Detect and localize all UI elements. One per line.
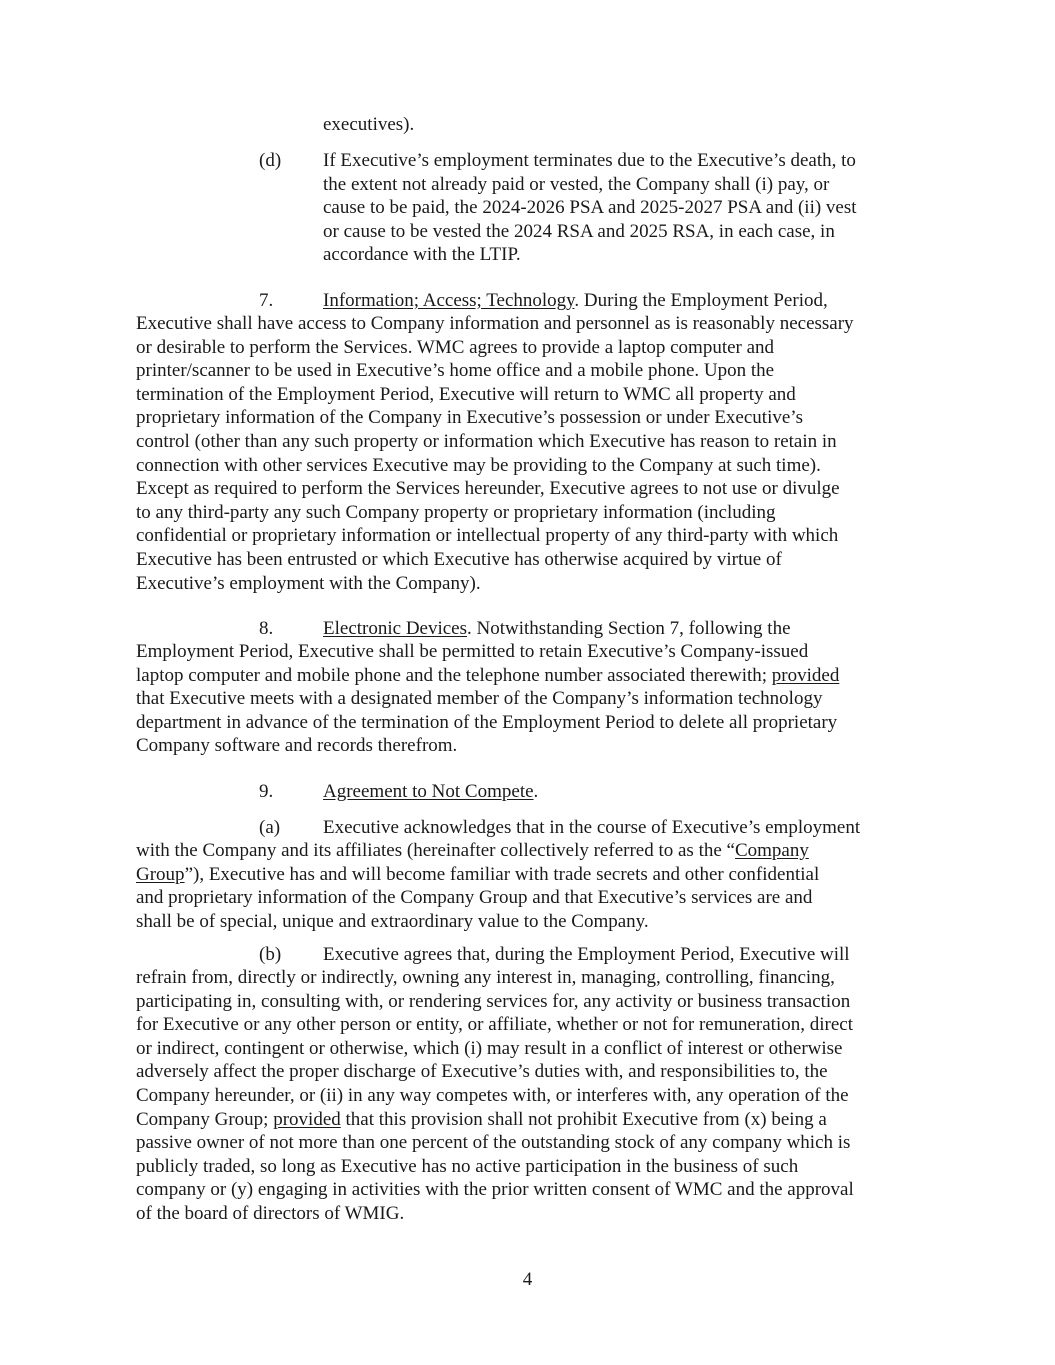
section-8-heading-line [323,617,791,641]
section-7-line: Except as required to perform the Services hereunder, Executive agrees to not use or divulge [136,478,840,500]
section-7-line: confidential or proprietary information or intellectual property of any third-party with which [136,525,839,547]
section-7-heading-line [323,289,828,313]
section-7-line: to any third-party any such Company property or proprietary information (including [136,501,776,523]
section-7-line: Executive’s employment with the Company). [136,572,481,594]
item-a-line: shall be of special, unique and extraordinary value to the Company. [136,910,649,932]
item-a-defined-term-cont: Group [136,863,185,885]
item-b-body [136,966,926,1226]
section-7-line: termination of the Employment Period, Executive will return to WMC all property and [136,383,796,405]
continuation-text: executives). [323,114,415,135]
section-8-line: Employment Period, Executive shall be permitted to retain Executive’s Company-issued [136,641,809,662]
section-7-line: Executive shall have access to Company information and personnel as is reasonably necessary [136,313,854,334]
item-d-body [323,149,923,267]
item-a-label: (a) [259,817,281,838]
section-7-first-line-rest: . During the Employment Period, [574,290,828,311]
item-b-line: refrain from, directly or indirectly, owning any interest in, managing, controlling, financing, [136,967,835,988]
item-b-line [136,1108,926,1132]
item-a-defined-term: Company [734,840,809,861]
section-7-line: control (other than any such property or information which Executive has reason to retain in [136,430,837,452]
item-b-line: of the board of directors of WMIG. [136,1202,405,1224]
item-d-line: accordance with the LTIP. [323,244,521,266]
item-b-line1: Executive agrees that, during the Employment Period, Executive will [323,944,850,965]
section-8-number: 8. [259,618,274,639]
item-b-line: adversely affect the proper discharge of Executive’s duties with, and responsibilities to, the [136,1061,828,1083]
section-8-line: Company software and records therefrom. [136,735,458,757]
item-d-line: the extent not already paid or vested, the Company shall (i) pay, or [323,173,830,195]
section-8-body [136,640,926,758]
section-7-heading: Information; Access; Technology [323,290,575,311]
item-a-body [136,839,926,933]
item-a-line1: Executive acknowledges that in the course of Executive’s employment [323,817,861,838]
section-9-heading-end: . [533,781,539,802]
section-7-line: proprietary information of the Company in Executive’s possession or under Executive’s [136,407,803,429]
item-d-line: cause to be paid, the 2024-2026 PSA and 2025-2027 PSA and (ii) vest [323,197,857,219]
item-b-provided: provided [273,1108,341,1130]
item-a-line2-pre: with the Company and its affiliates (hereinafter collectively referred to as the “ [136,840,735,861]
section-7-line: or desirable to perform the Services. WMC agrees to provide a laptop computer and [136,336,775,358]
item-b-line: company or (y) engaging in activities with the prior written consent of WMC and the approval [136,1179,854,1201]
section-8-line: that Executive meets with a designated member of the Company’s information technology [136,688,823,710]
section-8-heading: Electronic Devices [323,618,468,639]
section-7-number: 7. [259,290,274,311]
item-b-line8-rest: that this provision shall not prohibit Executive from (x) being a [340,1108,827,1130]
section-7-line: Executive has been entrusted or which Executive has otherwise acquired by virtue of [136,548,782,570]
section-9-number: 9. [259,781,274,802]
item-a-line: and proprietary information of the Company Group and that Executive’s services are and [136,887,813,909]
section-9-heading: Agreement to Not Compete [323,781,534,802]
item-b-line: publicly traded, so long as Executive has no active participation in the business of such [136,1155,799,1177]
item-d-label: (d) [259,150,282,171]
section-8-provided: provided [771,664,840,686]
item-b-line: or indirect, contingent or otherwise, which (i) may result in a conflict of interest or otherwise [136,1037,843,1059]
section-8-first-line-rest: . Notwithstanding Section 7, following the [467,618,791,639]
item-b-line: Company hereunder, or (ii) in any way competes with, or interferes with, any operation of the [136,1084,849,1106]
item-d-line: or cause to be vested the 2024 RSA and 2025 RSA, in each case, in [323,220,835,242]
section-8-line [136,664,926,688]
item-b-line: for Executive or any other person or entity, or affiliate, whether or not for remuneration, direct [136,1014,853,1036]
section-9-heading-line [323,780,538,804]
item-b-line: participating in, consulting with, or rendering services for, any activity or business transaction [136,990,851,1012]
item-d-line: If Executive’s employment terminates due to the Executive’s death, to [323,150,856,171]
page-number: 4 [522,1269,533,1290]
section-7-line: printer/scanner to be used in Executive’s home office and a mobile phone. Upon the [136,360,775,382]
section-7-body [136,312,926,595]
item-b-line8-pre: Company Group; [136,1108,274,1130]
section-8-line: department in advance of the termination of the Employment Period to delete all proprietary [136,711,838,733]
item-b-label: (b) [259,944,282,965]
section-7-line: connection with other services Executive may be providing to the Company at such time). [136,454,821,476]
item-a-line [136,863,926,887]
item-a-line3-rest: ”), Executive has and will become familiar with trade secrets and other confidential [184,863,820,885]
section-8-line3-text: laptop computer and mobile phone and the telephone number associated therewith; [136,664,768,686]
item-b-line: passive owner of not more than one percent of the outstanding stock of any company which is [136,1132,851,1154]
item-a-line [136,839,926,863]
